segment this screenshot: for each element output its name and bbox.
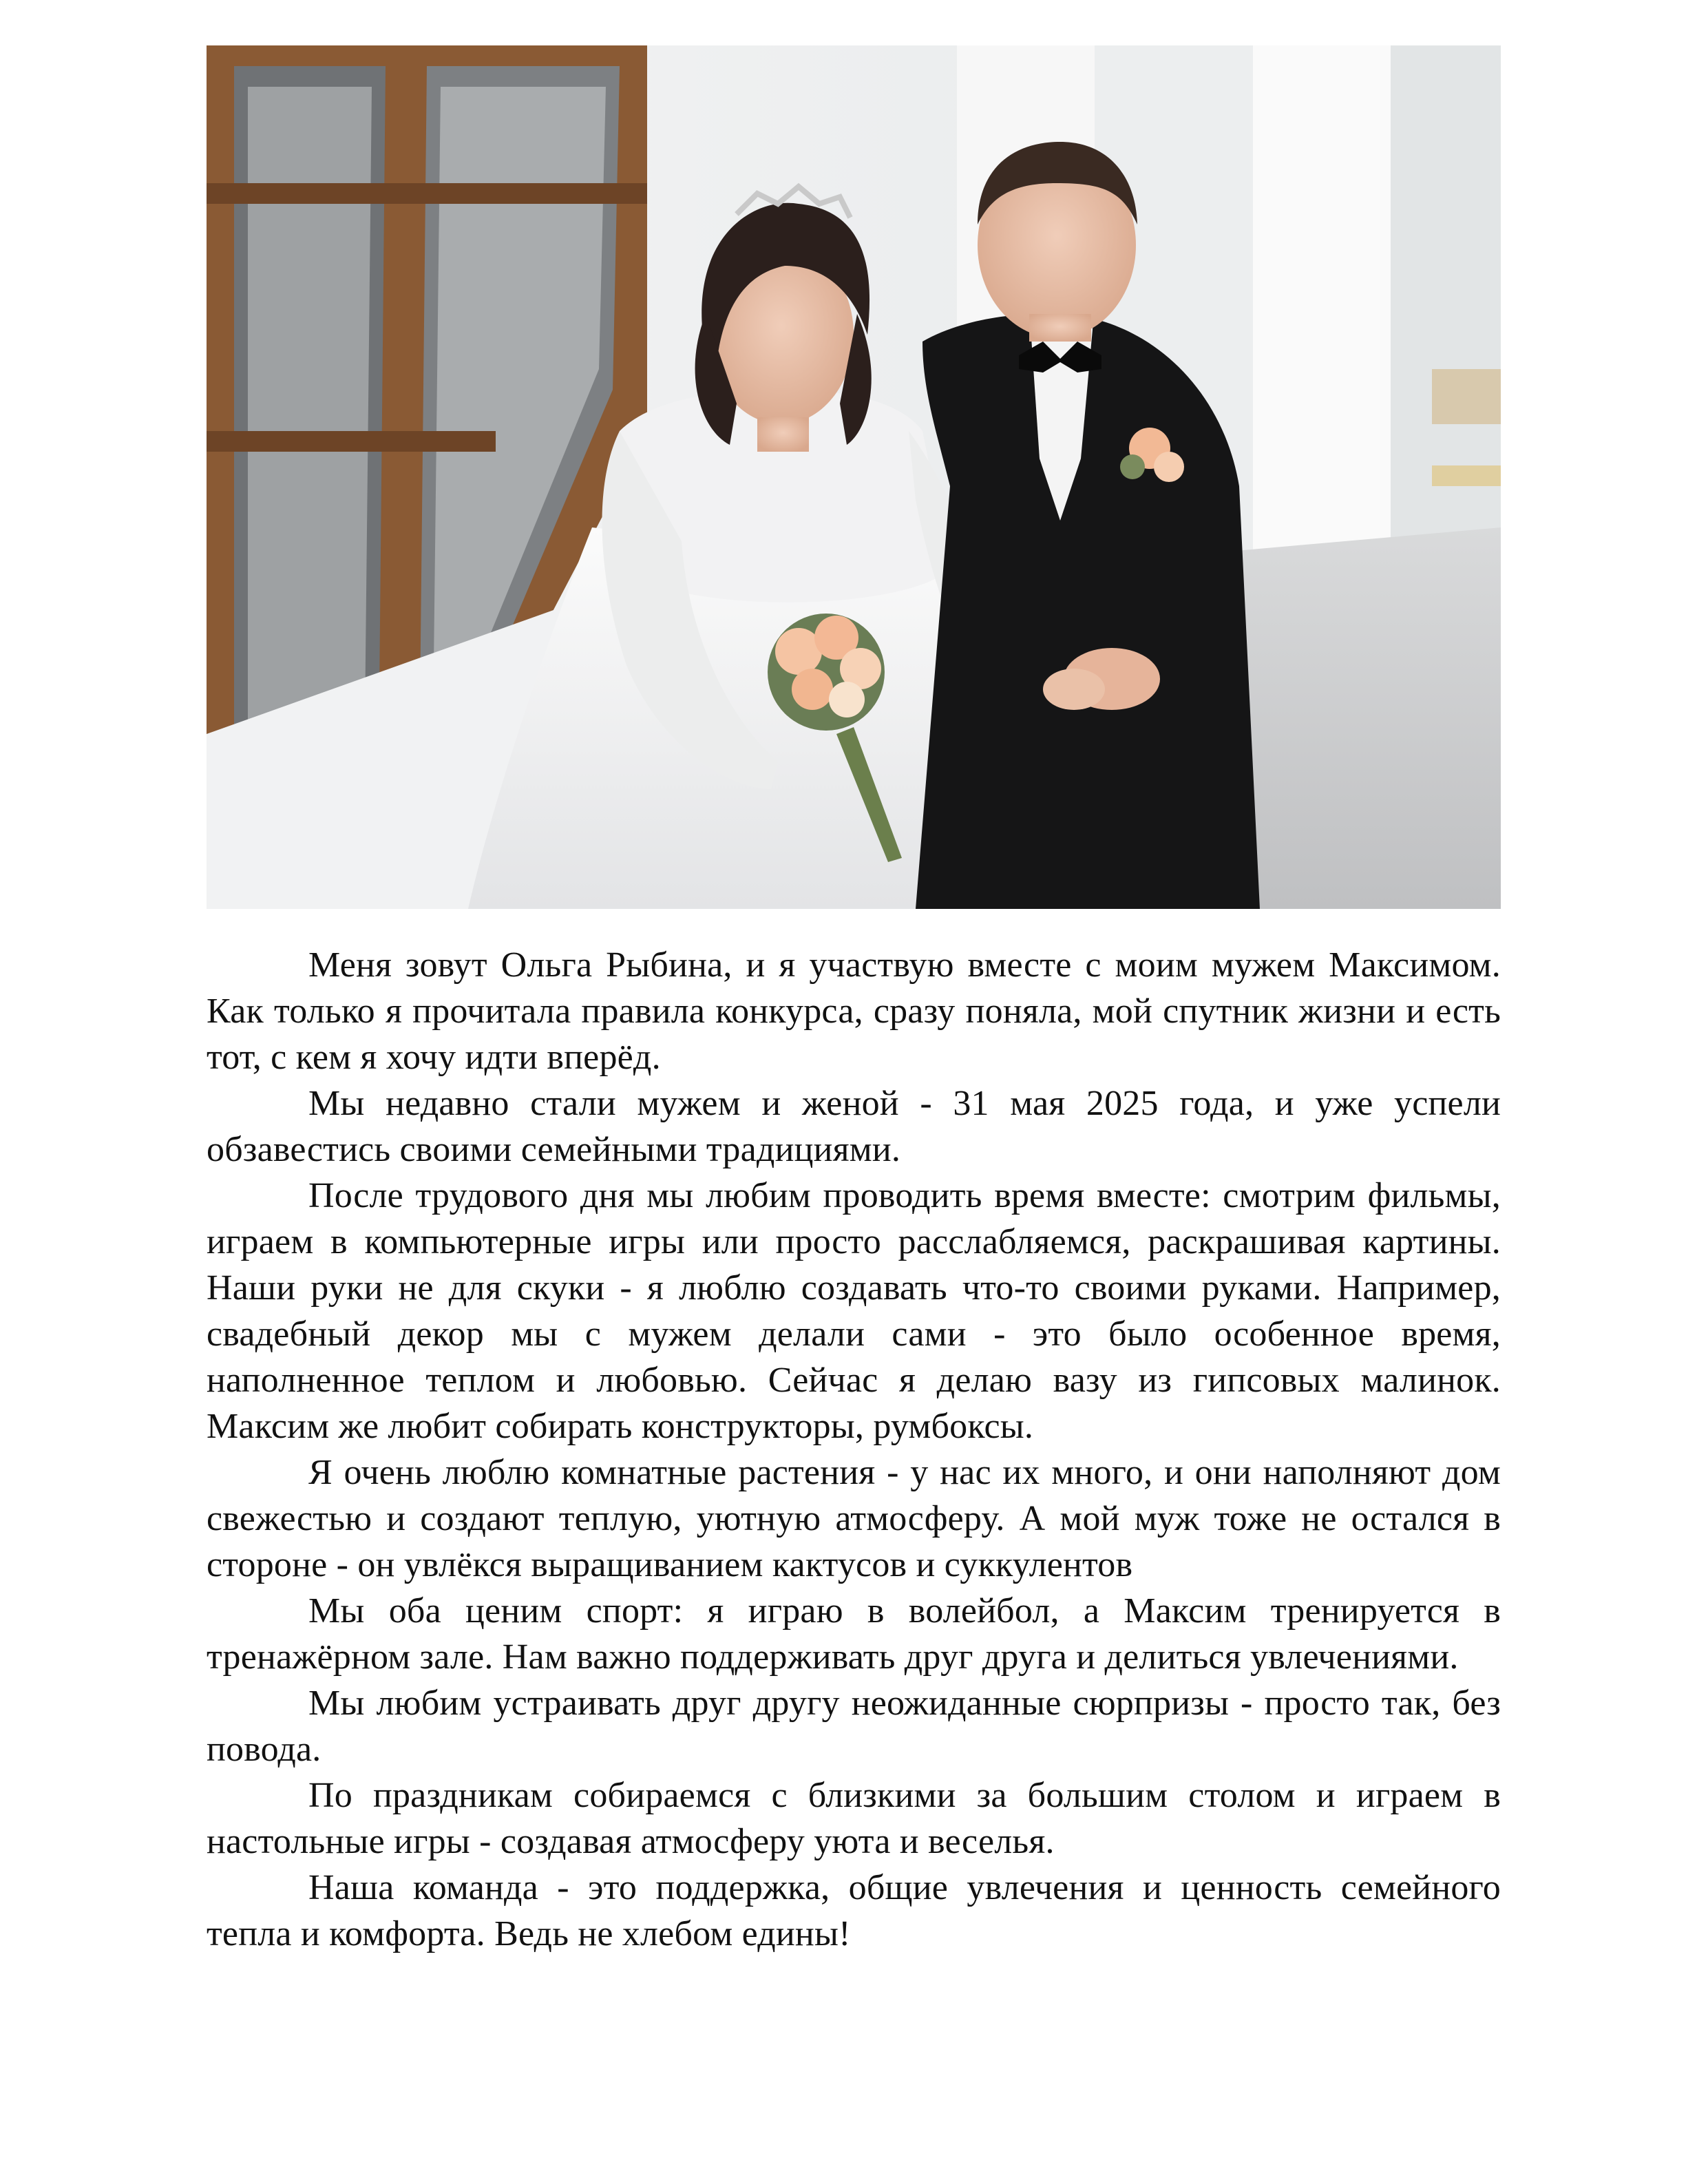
paragraph-conclusion: Наша команда - это поддержка, общие увлечения и ценность семейного тепла и комфорта. Ведь не хлебом едины! <box>207 1868 1501 1953</box>
paragraph-plants: Я очень люблю комнатные растения - у нас их много, и они наполняют дом свежестью и создают теплую, уютную атмосферу. А мой муж тоже не остался в стороне - он увлёкся выращиванием кактусов и суккулентов <box>207 1453 1501 1584</box>
paragraph-wedding-date: Мы недавно стали мужем и женой - 31 мая 2025 года, и уже успели обзавестись своими семейными традициями. <box>207 1084 1501 1169</box>
paragraph-hobbies: После трудового дня мы любим проводить время вместе: смотрим фильмы, играем в компьютерные игры или просто расслабляемся, раскрашивая картины. Наши руки не для скуки - я люблю создавать что-то своими руками. Например, свадебный декор мы с мужем делали сами - это было особенное время, наполненное теплом и любовью. Сейчас я делаю вазу из гипсовых малинок. Максим же любит собирать конструкторы, румбоксы. <box>207 1176 1501 1446</box>
story-text <box>207 942 1501 1957</box>
paragraph-surprises: Мы любим устраивать друг другу неожиданные сюрпризы - просто так, без повода. <box>207 1684 1501 1769</box>
paragraph-holidays: По праздникам собираемся с близкими за большим столом и играем в настольные игры - создавая атмосферу уюта и веселья. <box>207 1776 1501 1861</box>
paragraph-sport: Мы оба ценим спорт: я играю в волейбол, а Максим тренируется в тренажёрном зале. Нам важно поддерживать друг друга и делиться увлечениями. <box>207 1591 1501 1677</box>
paragraph-intro: Меня зовут Ольга Рыбина, и я участвую вместе с моим мужем Максимом. Как только я прочитала правила конкурса, сразу поняла, мой спутник жизни и есть тот, с кем я хочу идти вперёд. <box>207 945 1501 1077</box>
wedding-photo <box>207 45 1501 909</box>
